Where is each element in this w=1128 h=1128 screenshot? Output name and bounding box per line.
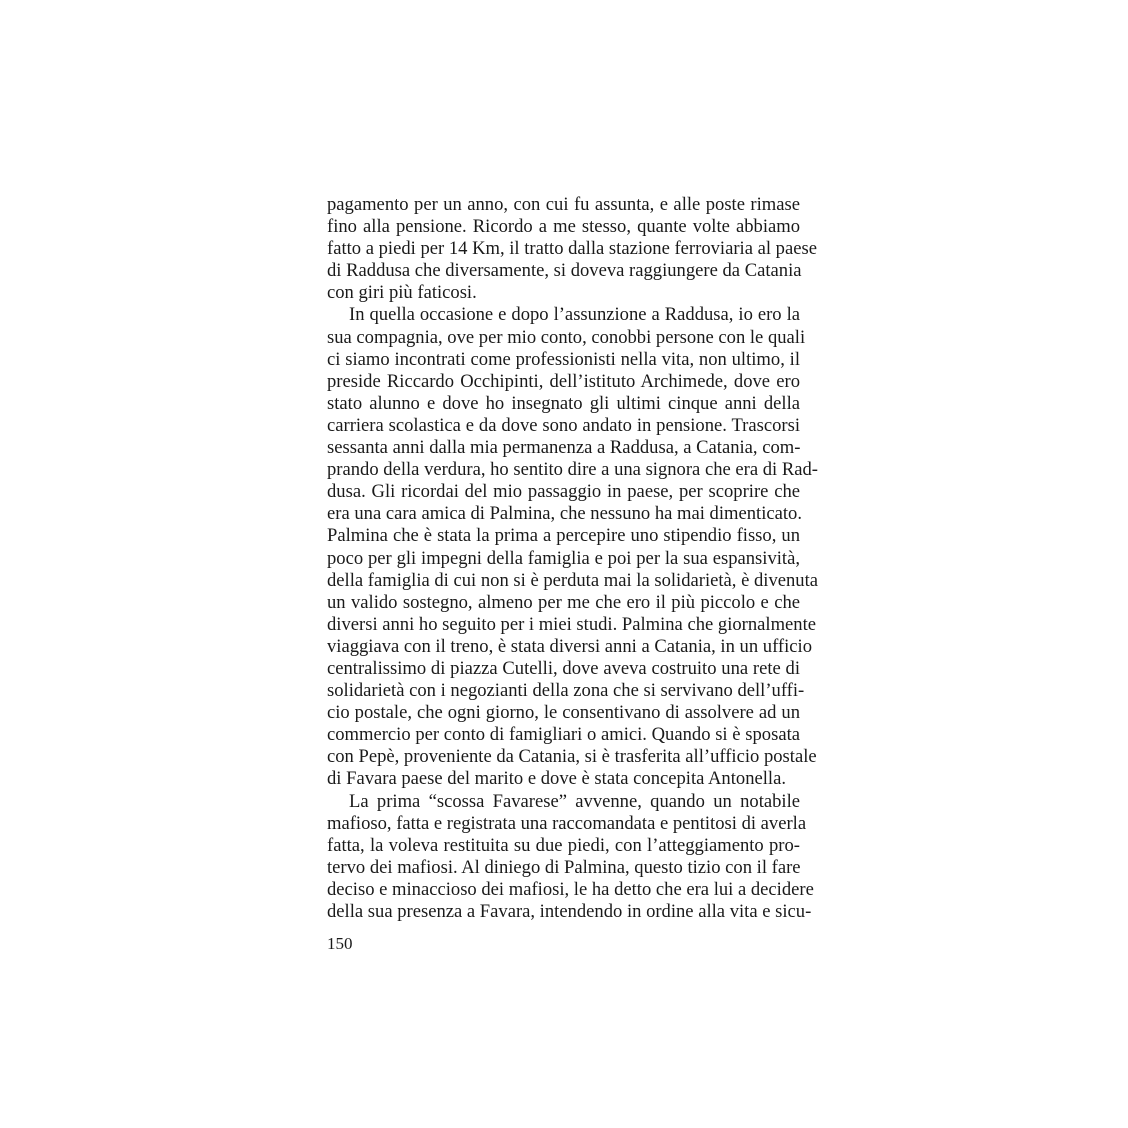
text-line: fino alla pensione. Ricordo a me stesso, quante volte abbiamo (327, 216, 800, 238)
text-line: stato alunno e dove ho insegnato gli ultimi cinque anni della (327, 392, 800, 414)
text-line: di Favara paese del marito e dove è stata concepita Antonella. (327, 768, 786, 790)
text-line: era una cara amica di Palmina, che nessuno ha mai dimenticato. (327, 503, 802, 525)
text-line: pagamento per un anno, con cui fu assunta, e alle poste rimase (327, 194, 800, 215)
text-line: sessanta anni dalla mia permanenza a Raddusa, a Catania, com- (327, 437, 801, 459)
text-line: poco per gli impegni della famiglia e poi per la sua espansività, (327, 547, 800, 569)
text-line: un valido sostegno, almeno per me che ero il più piccolo e che (327, 591, 800, 613)
text-line: La prima “scossa Favarese” avvenne, quando un notabile (349, 790, 800, 812)
text-line: prando della verdura, ho sentito dire a una signora che era di Rad- (327, 459, 819, 481)
text-line: diversi anni ho seguito per i miei studi. Palmina che giornalmente (327, 613, 817, 635)
text-line: sua compagnia, ove per mio conto, conobbi persone con le quali (327, 326, 806, 348)
text-line: solidarietà con i negozianti della zona che si servivano dell’uffi- (327, 680, 805, 702)
text-line: fatta, la voleva restituita su due piedi, con l’atteggiamento pro- (327, 834, 800, 856)
text-line: ci siamo incontrati come professionisti nella vita, non ultimo, il (327, 348, 800, 370)
text-line: In quella occasione e dopo l’assunzione a Raddusa, io ero la (349, 304, 800, 326)
text-line: della famiglia di cui non si è perduta mai la solidarietà, è divenuta (327, 569, 819, 591)
body-text (327, 194, 819, 923)
text-line: mafioso, fatta e registrata una raccomandata e pentitosi di averla (327, 812, 807, 834)
text-line: carriera scolastica e da dove sono andato in pensione. Trascorsi (327, 414, 800, 436)
text-line: viaggiava con il treno, è stata diversi anni a Catania, in un ufficio (327, 635, 813, 657)
text-line: fatto a piedi per 14 Km, il tratto dalla stazione ferroviaria al paese (327, 238, 817, 260)
page-number: 150 (327, 934, 353, 953)
text-line: Palmina che è stata la prima a percepire uno stipendio fisso, un (327, 525, 800, 547)
text-line: tervo dei mafiosi. Al diniego di Palmina, questo tizio con il fare (327, 856, 801, 878)
text-line: dusa. Gli ricordai del mio passaggio in paese, per scoprire che (327, 481, 800, 503)
text-line: con Pepè, proveniente da Catania, si è trasferita all’ufficio postale (327, 746, 817, 768)
text-line: di Raddusa che diversamente, si doveva raggiungere da Catania (327, 260, 802, 282)
text-line: deciso e minaccioso dei mafiosi, le ha detto che era lui a decidere (327, 878, 814, 900)
text-line: con giri più faticosi. (327, 282, 477, 304)
text-line: della sua presenza a Favara, intendendo in ordine alla vita e sicu- (327, 901, 812, 922)
text-line: commercio per conto di famigliari o amici. Quando si è sposata (327, 724, 800, 746)
text-line: cio postale, che ogni giorno, le consentivano di assolvere ad un (327, 702, 800, 724)
text-line: centralissimo di piazza Cutelli, dove aveva costruito una rete di (327, 657, 800, 679)
text-line: preside Riccardo Occhipinti, dell’istituto Archimede, dove ero (327, 370, 800, 392)
